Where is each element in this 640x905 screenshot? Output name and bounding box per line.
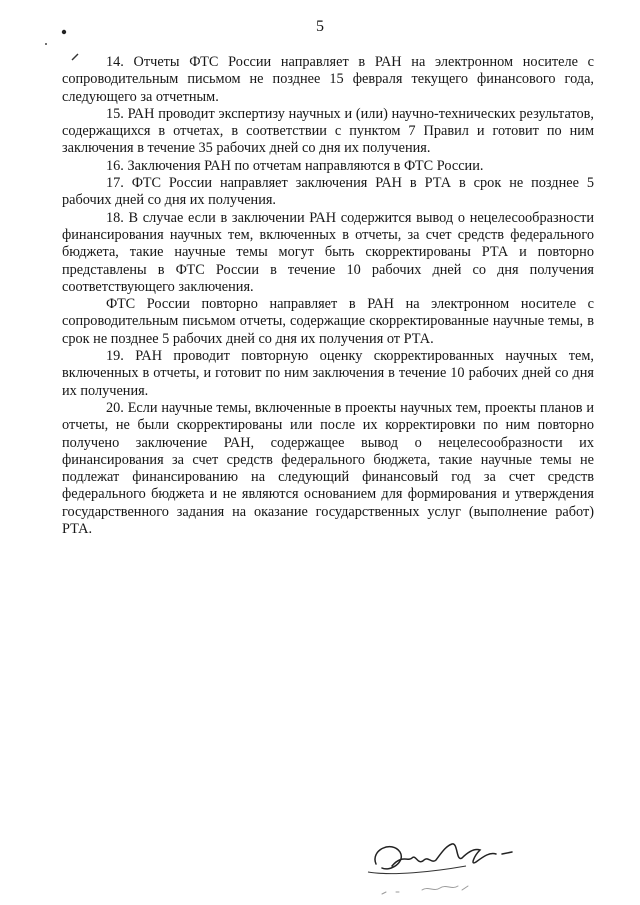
paragraph-18: 18. В случае если в заключении РАН содержится вывод о нецелесообразности финансирования научных тем, включенных в отчеты, за счет средств федерального бюджета, такие научные темы могут быть скорректированы РТА и повторно представлены в ФТС России в течение 10 рабочих дней со дня получения соответствующего заключения. (62, 209, 594, 295)
document-body (62, 54, 594, 538)
paragraph-16: 16. Заключения РАН по отчетам направляются в ФТС России. (106, 157, 484, 174)
handwritten-signature (362, 832, 532, 902)
paragraph-15: 15. РАН проводит экспертизу научных и (или) научно-технических результатов, содержащихся в отчетах, в соответствии с пунктом 7 Правил и готовит по ним заключения в течение 35 рабочих дней со дня их получения. (62, 105, 594, 157)
paragraph-19: 19. РАН проводит повторную оценку скорректированных научных тем, включенных в отчеты, и готовит по ним заключения в течение 10 рабочих дней со дня их получения. (62, 348, 594, 399)
paragraph-18-continued: ФТС России повторно направляет в РАН на электронном носителе с сопроводительным письмом отчеты, содержащие скорректированные научные темы, в срок не позднее 5 рабочих дней со дня их получения от РТА. (62, 296, 594, 347)
page-number: 5 (316, 18, 324, 35)
paragraph-17: 17. ФТС России направляет заключения РАН в РТА в срок не позднее 5 рабочих дней со дня их получения. (62, 175, 594, 209)
paragraph-20: 20. Если научные темы, включенные в проекты научных тем, проекты планов и отчеты, не были скорректированы или после их корректировки по ним повторно получено заключение РАН, содержащее вывод о нецелесообразности их финансирования за счет средств федерального бюджета, такие научные темы не подлежат финансированию на следующий финансовый год за счет средств федерального бюджета и не являются основанием для формирования и утверждения государственного задания на оказание государственных услуг (выполнение работ) РТА. (62, 399, 594, 538)
paragraph-14: 14. Отчеты ФТС России направляет в РАН на электронном носителе с сопроводительным письмом не позднее 15 февраля текущего финансового года, следующего за отчетным. (62, 54, 594, 105)
